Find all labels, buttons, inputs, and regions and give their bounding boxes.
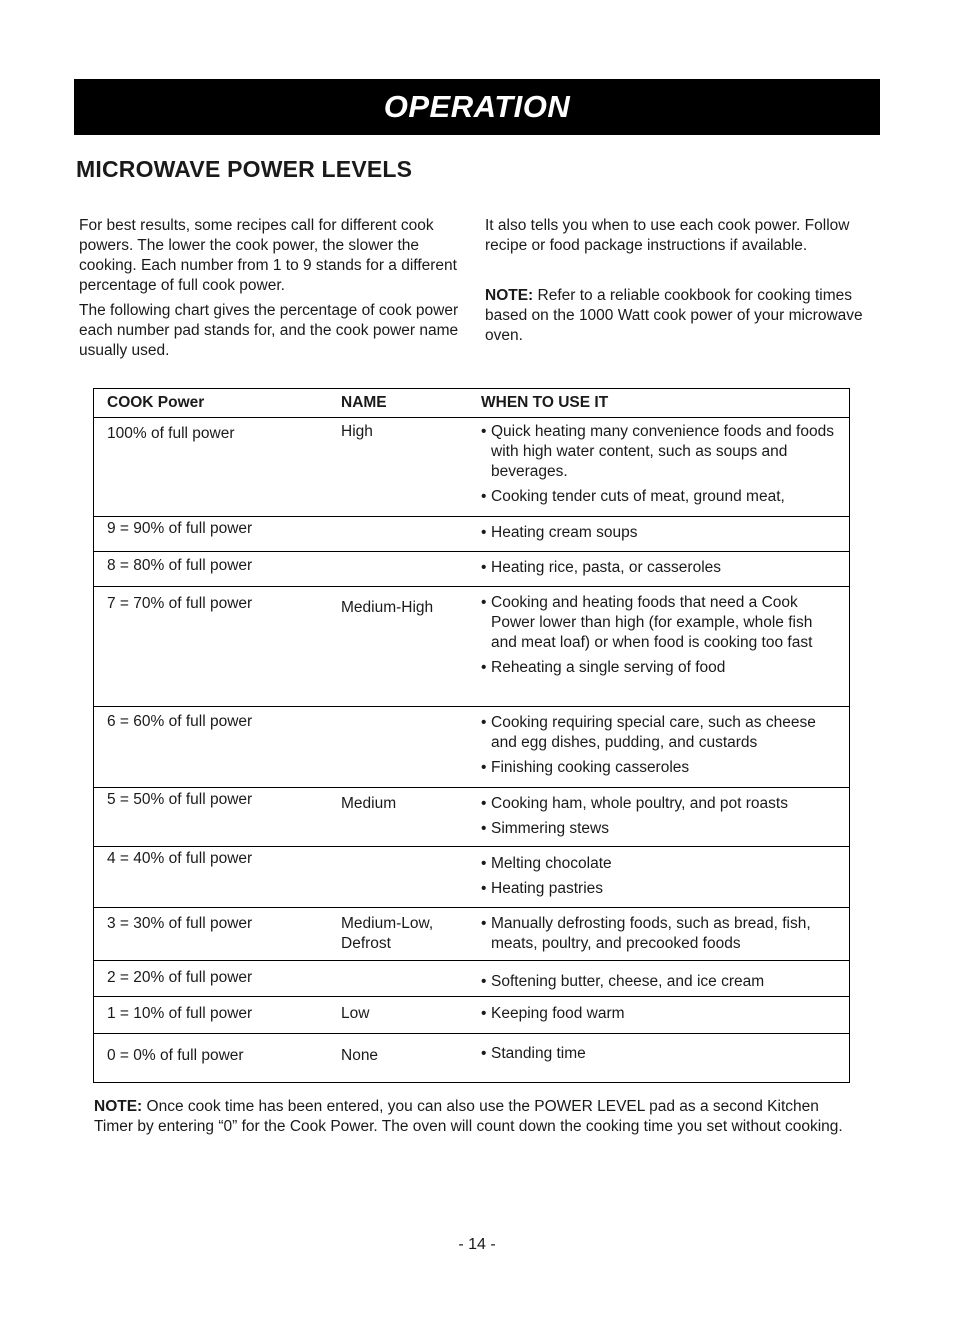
table-row	[94, 586, 849, 706]
power-name-cell	[341, 552, 481, 586]
when-to-use-cell	[481, 418, 849, 516]
cook-power-cell: 1 = 10% of full power	[107, 1005, 253, 1022]
use-text: Simmering stews	[491, 820, 609, 837]
use-bullet-item	[481, 523, 839, 543]
use-bullet-item	[481, 1004, 839, 1024]
bullet-icon: •	[481, 915, 487, 932]
use-bullet-item	[481, 914, 839, 954]
header-name: NAME	[341, 394, 387, 411]
operation-banner	[74, 79, 880, 135]
intro-paragraph: For best results, some recipes call for different cook powers. The lower the cook power, the slower the cooking. Each number from 1 to 9 stands for a different percentage of full cook power.	[79, 217, 457, 294]
when-to-use-cell	[481, 552, 849, 586]
when-to-use-cell	[481, 517, 849, 551]
use-text: Standing time	[491, 1045, 586, 1062]
use-text: Reheating a single serving of food	[491, 659, 726, 676]
page-number: - 14 -	[458, 1236, 496, 1253]
use-bullet-item	[481, 879, 839, 899]
use-text: Manually defrosting foods, such as bread, fish, meats, poultry, and precooked foods	[491, 915, 811, 952]
intro-paragraph: It also tells you when to use each cook power. Follow recipe or food package instructions if available.	[485, 217, 850, 254]
bullet-icon: •	[481, 973, 487, 990]
when-to-use-cell	[481, 961, 849, 996]
cook-power-cell: 3 = 30% of full power	[107, 915, 253, 932]
table-row	[94, 516, 849, 551]
intro-paragraph: The following chart gives the percentage of cook power each number pad stands for, and the cook power name usually used.	[79, 302, 459, 359]
use-text: Heating cream soups	[491, 524, 638, 541]
bullet-icon: •	[481, 659, 487, 676]
power-name-cell	[341, 847, 481, 907]
power-name-cell	[341, 707, 481, 787]
power-name-cell: None	[341, 1047, 379, 1064]
when-to-use-cell	[481, 788, 849, 846]
use-text: Cooking and heating foods that need a Cook Power lower than high (for example, whole fish and meat loaf) or when food is cooking too fast	[491, 594, 813, 651]
power-name-cell: Medium-Low, Defrost	[341, 915, 434, 952]
header-cook-power: COOK Power	[107, 394, 205, 411]
use-bullet-item	[481, 758, 839, 778]
bullet-icon: •	[481, 559, 487, 576]
cook-power-cell: 100% of full power	[107, 425, 235, 442]
bullet-icon: •	[481, 820, 487, 837]
use-bullet-item	[481, 558, 839, 578]
when-to-use-cell	[481, 997, 849, 1033]
bullet-icon: •	[481, 759, 487, 776]
cook-power-cell: 0 = 0% of full power	[107, 1047, 244, 1064]
use-text: Cooking requiring special care, such as cheese and egg dishes, pudding, and custards	[491, 714, 816, 751]
use-bullet-item	[481, 593, 839, 653]
when-to-use-cell	[481, 847, 849, 907]
when-to-use-cell	[481, 908, 849, 960]
intro-right-column	[485, 216, 880, 346]
use-text: Melting chocolate	[491, 855, 612, 872]
power-name-cell: High	[341, 423, 373, 440]
table-row	[94, 787, 849, 846]
intro-note	[485, 286, 880, 346]
bullet-icon: •	[481, 1005, 487, 1022]
note-label: NOTE:	[485, 287, 534, 304]
bullet-icon: •	[481, 714, 487, 731]
bullet-icon: •	[481, 524, 487, 541]
use-bullet-item	[481, 819, 839, 839]
bullet-icon: •	[481, 423, 487, 440]
use-text: Keeping food warm	[491, 1005, 625, 1022]
power-name-cell: Medium	[341, 795, 397, 812]
note-text: Refer to a reliable cookbook for cooking times based on the 1000 Watt cook power of your microwave oven.	[485, 287, 863, 344]
table-row	[94, 907, 849, 960]
bullet-icon: •	[481, 880, 487, 897]
use-bullet-item	[481, 658, 839, 678]
bullet-icon: •	[481, 1045, 487, 1062]
when-to-use-cell	[481, 587, 849, 706]
table-row	[94, 1033, 849, 1082]
bullet-icon: •	[481, 855, 487, 872]
table-row	[94, 417, 849, 516]
use-text: Heating rice, pasta, or casseroles	[491, 559, 722, 576]
use-text: Finishing cooking casseroles	[491, 759, 690, 776]
bullet-icon: •	[481, 594, 487, 611]
section-title: MICROWAVE POWER LEVELS	[76, 156, 413, 182]
table-header-row	[94, 389, 849, 417]
cook-power-cell: 2 = 20% of full power	[107, 969, 253, 986]
use-bullet-item	[481, 794, 839, 814]
power-name-cell: Low	[341, 1005, 370, 1022]
use-bullet-item	[481, 713, 839, 753]
when-to-use-cell	[481, 1034, 849, 1082]
cook-power-cell: 9 = 90% of full power	[107, 520, 253, 537]
use-bullet-item	[481, 422, 839, 482]
table-row	[94, 551, 849, 586]
use-text: Quick heating many convenience foods and foods with high water content, such as soups and beverages.	[491, 423, 834, 480]
header-when-to-use: WHEN TO USE IT	[481, 394, 609, 411]
cook-power-cell: 5 = 50% of full power	[107, 791, 253, 808]
note-label: NOTE:	[94, 1098, 143, 1115]
bullet-icon: •	[481, 488, 487, 505]
cook-power-cell: 7 = 70% of full power	[107, 595, 253, 612]
use-bullet-item	[481, 972, 839, 992]
banner-title: OPERATION	[383, 89, 571, 124]
use-text: Cooking tender cuts of meat, ground meat,	[491, 488, 785, 505]
footer-note	[94, 1097, 854, 1137]
use-text: Heating pastries	[491, 880, 604, 897]
use-text: Cooking ham, whole poultry, and pot roasts	[491, 795, 788, 812]
table-row	[94, 960, 849, 996]
cook-power-cell: 8 = 80% of full power	[107, 557, 253, 574]
when-to-use-cell	[481, 707, 849, 787]
table-row	[94, 996, 849, 1033]
intro-left-column	[79, 216, 459, 361]
use-bullet-item	[481, 1044, 839, 1064]
use-text: Softening butter, cheese, and ice cream	[491, 973, 765, 990]
use-bullet-item	[481, 854, 839, 874]
cook-power-cell: 6 = 60% of full power	[107, 713, 253, 730]
use-bullet-item	[481, 487, 839, 507]
table-row	[94, 706, 849, 787]
power-name-cell: Medium-High	[341, 599, 434, 616]
bullet-icon: •	[481, 795, 487, 812]
cook-power-cell: 4 = 40% of full power	[107, 850, 253, 867]
note-text: Once cook time has been entered, you can also use the POWER LEVEL pad as a second Kitchen Timer by entering “0” for the Cook Power. The oven will count down the cooking time you set without cooking.	[94, 1098, 843, 1135]
power-name-cell	[341, 517, 481, 551]
power-levels-table	[93, 388, 850, 1083]
power-name-cell	[341, 961, 481, 996]
table-row	[94, 846, 849, 907]
